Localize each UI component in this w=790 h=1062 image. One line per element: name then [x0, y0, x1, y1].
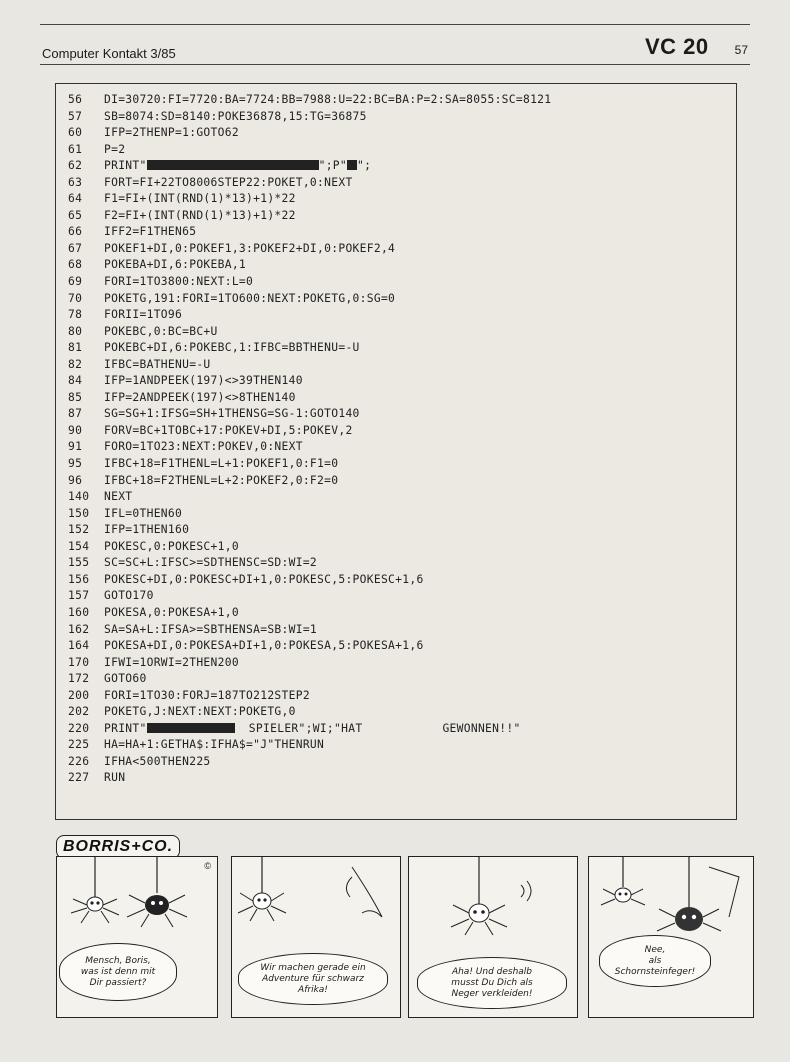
line-number: 227 — [68, 771, 90, 785]
line-code: IFHA<500THEN225 — [104, 754, 211, 768]
line-number: 164 — [68, 639, 90, 653]
line-code: SA=SA+L:IFSA>=SBTHENSA=SB:WI=1 — [104, 622, 318, 636]
listing-line — [68, 704, 551, 721]
listing-line — [68, 307, 551, 324]
listing-line — [68, 109, 551, 126]
line-number: 157 — [68, 589, 90, 603]
listing-line — [68, 588, 551, 605]
line-code: DI=30720:FI=7720:BA=7724:BB=7988:U=22:BC=BA:P=2:SA=8055:SC=8121 — [104, 93, 552, 106]
line-code: IFBC+18=F1THENL=L+1:POKEF1,0:F1=0 — [104, 457, 339, 471]
listing-line — [68, 125, 551, 142]
line-code: POKEBC+DI,6:POKEBC,1:IFBC=BBTHENU=-U — [104, 341, 360, 355]
line-code: POKETG,191:FORI=1TO600:NEXT:POKETG,0:SG=0 — [104, 291, 396, 305]
reverse-control-chars — [147, 723, 235, 733]
line-code: IFL=0THEN60 — [104, 506, 183, 520]
line-number: 78 — [68, 308, 83, 322]
listing-line — [68, 142, 551, 159]
line-number: 70 — [68, 291, 83, 305]
line-number: 150 — [68, 506, 90, 520]
line-code: HA=HA+1:GETHA$:IFHA$="J"THENRUN — [104, 738, 325, 752]
line-number: 226 — [68, 754, 90, 768]
listing-line — [68, 423, 551, 440]
line-number: 81 — [68, 341, 83, 355]
line-code-rest: SPIELER";WI;"HAT — [234, 721, 363, 735]
line-number: 61 — [68, 142, 83, 156]
line-number: 57 — [68, 109, 83, 123]
line-code-rest: ";P" — [318, 159, 348, 173]
line-number: 82 — [68, 357, 83, 371]
line-code: POKEF1+DI,0:POKEF1,3:POKEF2+DI,0:POKEF2,4 — [104, 241, 396, 255]
line-code: POKESC+DI,0:POKESC+DI+1,0:POKESC,5:POKESC+1,6 — [104, 572, 424, 586]
listing-line — [68, 456, 551, 473]
listing-line — [68, 191, 551, 208]
listing-line — [68, 721, 551, 738]
line-code: F2=FI+(INT(RND(1)*13)+1)*22 — [104, 208, 296, 222]
line-code: NEXT — [104, 490, 133, 504]
line-number: 68 — [68, 258, 83, 272]
line-code: SG=SG+1:IFSG=SH+1THENSG=SG-1:GOTO140 — [104, 407, 360, 421]
speech-bubble-2: Wir machen gerade ein Adventure für schwarz Afrika! — [238, 953, 388, 1005]
line-code: FORI=1TO30:FORJ=187TO212STEP2 — [104, 688, 310, 702]
line-number: 84 — [68, 374, 83, 388]
comic-panel-2 — [231, 856, 401, 1018]
line-number: 67 — [68, 241, 83, 255]
line-code: RUN — [104, 771, 126, 785]
line-code: FORO=1TO23:NEXT:POKEV,0:NEXT — [104, 440, 303, 454]
line-number: 95 — [68, 457, 83, 471]
listing-line — [68, 555, 551, 572]
line-number: 87 — [68, 407, 83, 421]
line-number: 66 — [68, 225, 83, 239]
speech-bubble-1: Mensch, Boris, was ist denn mit Dir passiert? — [59, 943, 177, 1001]
line-code: GOTO60 — [104, 672, 147, 686]
line-number: 154 — [68, 539, 90, 553]
line-number: 155 — [68, 556, 90, 570]
line-number: 64 — [68, 192, 83, 206]
line-number: 172 — [68, 672, 90, 686]
listing-line — [68, 688, 551, 705]
line-code: POKESA+DI,0:POKESA+DI+1,0:POKESA,5:POKESA+1,6 — [104, 639, 424, 653]
listing-line — [68, 489, 551, 506]
listing-line — [68, 638, 551, 655]
listing-line — [68, 224, 551, 241]
listing-line — [68, 340, 551, 357]
listing-line — [68, 439, 551, 456]
comic-panel-4 — [588, 856, 754, 1018]
line-code: IFP=2ANDPEEK(197)<>8THEN140 — [104, 390, 296, 404]
line-number: 200 — [68, 688, 90, 702]
line-code: FORV=BC+1TOBC+17:POKEV+DI,5:POKEV,2 — [104, 423, 353, 437]
line-number: 60 — [68, 126, 83, 140]
line-code: IFBC+18=F2THENL=L+2:POKEF2,0:F2=0 — [104, 473, 339, 487]
line-code: SC=SC+L:IFSC>=SDTHENSC=SD:WI=2 — [104, 556, 318, 570]
line-number: 152 — [68, 523, 90, 537]
listing-line — [68, 605, 551, 622]
line-code: IFP=1ANDPEEK(197)<>39THEN140 — [104, 374, 303, 388]
listing-line — [68, 671, 551, 688]
listing-line — [68, 506, 551, 523]
line-code: POKESA,0:POKESA+1,0 — [104, 605, 239, 619]
line-number: 80 — [68, 324, 83, 338]
magazine-issue: Computer Kontakt 3/85 — [42, 46, 176, 61]
listing-line — [68, 357, 551, 374]
line-code-extra: GEWONNEN!!" — [442, 721, 521, 735]
line-code: IFF2=F1THEN65 — [104, 225, 197, 239]
page-number: 57 — [734, 43, 748, 57]
line-code: P=2 — [104, 142, 126, 156]
line-number: 91 — [68, 440, 83, 454]
line-code: IFP=1THEN160 — [104, 523, 190, 537]
listing-line — [68, 390, 551, 407]
page-header-right — [645, 34, 748, 60]
line-code: GOTO170 — [104, 589, 154, 603]
listing-line — [68, 241, 551, 258]
line-number: 65 — [68, 208, 83, 222]
listing-line — [68, 473, 551, 490]
listing-line — [68, 539, 551, 556]
listing-line — [68, 622, 551, 639]
listing-line — [68, 175, 551, 192]
line-code: SB=8074:SD=8140:POKE36878,15:TG=36875 — [104, 109, 367, 123]
listing-line — [68, 572, 551, 589]
listing-line — [68, 291, 551, 308]
listing-line — [68, 373, 551, 390]
line-number: 220 — [68, 721, 90, 735]
comic-panel-3 — [408, 856, 578, 1018]
line-code-tail: "; — [357, 159, 372, 173]
listing-line — [68, 92, 551, 109]
listing-line — [68, 257, 551, 274]
section-title: VC 20 — [644, 34, 709, 59]
line-code-start: PRINT" — [104, 721, 147, 735]
listing-line — [68, 522, 551, 539]
line-code: F1=FI+(INT(RND(1)*13)+1)*22 — [104, 192, 296, 206]
line-code: IFWI=1ORWI=2THEN200 — [104, 655, 239, 669]
line-number: 63 — [68, 175, 83, 189]
line-number: 62 — [68, 159, 83, 173]
line-code: POKEBA+DI,6:POKEBA,1 — [104, 258, 247, 272]
line-code: POKETG,J:NEXT:NEXT:POKETG,0 — [104, 705, 296, 719]
copyright-mark: © — [204, 861, 211, 871]
listing-line — [68, 737, 551, 754]
listing-line — [68, 158, 551, 175]
speech-bubble-4: Nee, als Schornsteinfeger! — [599, 935, 711, 987]
reverse-control-chars — [147, 160, 319, 170]
listing-line — [68, 770, 551, 787]
line-number: 225 — [68, 738, 90, 752]
comic-title: BORRIS+CO. — [56, 835, 180, 859]
line-number: 140 — [68, 490, 90, 504]
listing-line — [68, 208, 551, 225]
line-number: 170 — [68, 655, 90, 669]
comic-panel-1 — [56, 856, 218, 1018]
line-number: 69 — [68, 275, 83, 289]
line-code: IFBC=BATHENU=-U — [104, 357, 211, 371]
line-code: FORT=FI+22TO8006STEP22:POKET,0:NEXT — [104, 175, 353, 189]
listing-line — [68, 324, 551, 341]
header-rule — [40, 64, 750, 65]
line-number: 96 — [68, 473, 83, 487]
line-number: 162 — [68, 622, 90, 636]
line-number: 156 — [68, 572, 90, 586]
line-code: IFP=2THENP=1:GOTO62 — [104, 126, 239, 140]
listing-line — [68, 274, 551, 291]
line-code: POKESC,0:POKESC+1,0 — [104, 539, 239, 553]
line-code: POKEBC,0:BC=BC+U — [104, 324, 218, 338]
line-number: 160 — [68, 605, 90, 619]
reverse-control-char — [347, 160, 357, 170]
speech-bubble-3: Aha! Und deshalb musst Du Dich als Neger verkleiden! — [417, 957, 567, 1009]
line-code: FORI=1TO3800:NEXT:L=0 — [104, 275, 254, 289]
line-number: 56 — [68, 93, 83, 106]
line-number: 90 — [68, 423, 83, 437]
line-number: 202 — [68, 705, 90, 719]
line-code-start: PRINT" — [104, 159, 147, 173]
line-number: 85 — [68, 390, 83, 404]
listing-line — [68, 754, 551, 771]
listing-line — [68, 406, 551, 423]
program-listing-box — [55, 83, 737, 820]
top-rule — [40, 24, 750, 25]
listing-line — [68, 655, 551, 672]
line-code: FORII=1TO96 — [104, 308, 183, 322]
basic-listing — [68, 92, 551, 787]
